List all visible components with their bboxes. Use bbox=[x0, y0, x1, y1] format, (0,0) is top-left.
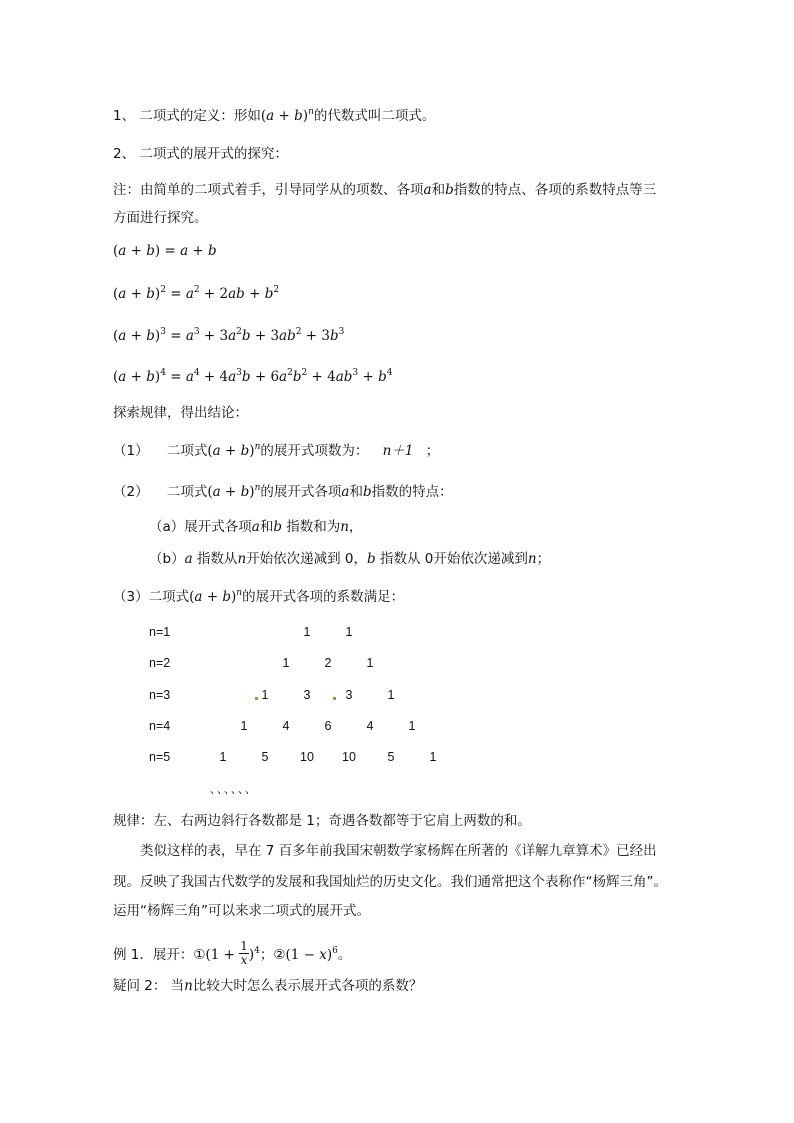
equation-n2: $(a + b)^2 = a^2 + 2ab + b^2$ bbox=[113, 285, 280, 302]
decorative-dot bbox=[333, 697, 336, 700]
var-a: a bbox=[184, 551, 193, 567]
example-text: 例 1．展开：① bbox=[113, 947, 206, 963]
triangle-coefficient: 1 bbox=[303, 625, 311, 639]
definition-prefix: 1、 二项式的定义：形如 bbox=[113, 108, 261, 124]
conclusion-text: 指数从 bbox=[196, 551, 238, 567]
conclusion-text: （b） bbox=[149, 551, 185, 567]
example-text: ；② bbox=[259, 947, 286, 963]
conclusion-text: 指数从 0开始依次递减到 bbox=[379, 551, 528, 567]
triangle-coefficient: 5 bbox=[387, 750, 395, 765]
var-n: n bbox=[340, 519, 349, 535]
conclusion-text: 开始依次递减到 0， bbox=[246, 551, 368, 567]
binomial-expr: $(a + b)^n$ bbox=[260, 107, 314, 124]
section-2-heading: 2、 二项式的展开式的探究： bbox=[113, 146, 288, 162]
triangle-coefficient: 1 bbox=[408, 718, 416, 733]
example-text: 。 bbox=[337, 947, 352, 963]
conclusion-2a bbox=[149, 517, 363, 537]
triangle-ellipsis: ､､､､､､ bbox=[210, 782, 253, 796]
fraction: $\frac{1}{x}$ bbox=[240, 939, 248, 967]
example-expr-1: (1 + $\frac{1}{x}$ )$^4$ bbox=[205, 939, 260, 967]
conclusion-text: ， bbox=[349, 519, 363, 535]
triangle-coefficient: 3 bbox=[345, 687, 353, 702]
definition-suffix: 的代数式叫二项式。 bbox=[313, 108, 436, 124]
equation-n4: $(a + b)^4 = a^4 + 4a^3b + 6a^2b^2 + 4ab^3 + b^4$ bbox=[113, 368, 393, 385]
triangle-coefficient: 1 bbox=[345, 625, 353, 639]
triangle-coefficient: 1 bbox=[282, 656, 290, 671]
equation-n3: $(a + b)^3 = a^3 + 3a^2b + 3ab^2 + 3b^3$ bbox=[113, 327, 345, 344]
conclusion-text: 和 bbox=[259, 519, 274, 535]
conclusion-text: ； bbox=[425, 443, 440, 459]
var-n: n bbox=[237, 551, 247, 567]
var-n: n bbox=[184, 978, 193, 994]
equation-n1: (a + b) = a + b bbox=[113, 243, 217, 259]
example-expr-2: $(1 - x)^6$ bbox=[285, 946, 338, 963]
decorative-dot bbox=[255, 697, 258, 700]
triangle-coefficient: 1 bbox=[261, 687, 269, 702]
triangle-coefficient: 1 bbox=[219, 750, 227, 765]
var-b: b bbox=[367, 551, 376, 567]
example-1 bbox=[113, 940, 351, 970]
var-a: a bbox=[341, 484, 350, 500]
triangle-coefficient: 10 bbox=[300, 750, 314, 765]
triangle-coefficient: 1 bbox=[429, 750, 437, 765]
triangle-row-label: n=4 bbox=[149, 718, 171, 733]
conclusion-text: 指数的特点： bbox=[371, 484, 453, 500]
conclusion-text: 的展开式各项 bbox=[260, 484, 342, 500]
var-n: n bbox=[527, 551, 537, 567]
var-b: b bbox=[445, 182, 454, 198]
conclusion-number: （2） bbox=[113, 484, 149, 500]
history-line-2: 现。反映了我国古代数学的发展和我国灿烂的历史文化。我们通常把这个表称作“杨辉三角”。 bbox=[113, 874, 667, 890]
term-count-answer: n＋1 bbox=[382, 443, 414, 459]
triangle-row-label: n=2 bbox=[149, 656, 171, 671]
conclusion-text: 的展开式项数为： bbox=[260, 443, 369, 459]
triangle-coefficient: 3 bbox=[303, 687, 311, 702]
conclusion-text: 和 bbox=[349, 484, 363, 500]
conclusion-text: 二项式 bbox=[166, 484, 208, 500]
triangle-coefficient: 1 bbox=[240, 718, 248, 733]
note-text: 指数的特点、各项的系数特点等三 bbox=[453, 182, 657, 198]
conclusion-3 bbox=[113, 587, 404, 607]
history-line-3: 运用“杨辉三角”可以来求二项式的展开式。 bbox=[113, 903, 370, 919]
var-a: a bbox=[251, 519, 260, 535]
history-line-1: 类似这样的表，早在 7 百多年前我国宋朝数学家杨辉在所著的《详解九章算术》已经出 bbox=[140, 843, 657, 859]
triangle-row-label: n=1 bbox=[149, 625, 171, 639]
triangle-coefficient: 1 bbox=[366, 656, 374, 671]
conclusion-text: 的展开式各项的系数满足： bbox=[242, 589, 405, 605]
note-line-2: 方面进行探究。 bbox=[113, 210, 208, 226]
note-text: 注：由简单的二项式着手，引导同学从的项数、各项 bbox=[113, 182, 424, 198]
triangle-row-label: n=3 bbox=[149, 687, 171, 702]
binomial-expr: $(a + b)^n$ bbox=[189, 588, 243, 605]
triangle-coefficient: 1 bbox=[387, 687, 395, 702]
question-text: 疑问 2： 当 bbox=[113, 978, 185, 994]
conclusion-text: 指数和为 bbox=[286, 519, 341, 535]
triangle-coefficient: 2 bbox=[324, 656, 332, 671]
conclusion-2 bbox=[113, 482, 453, 502]
conclusion-number: （1） bbox=[113, 443, 149, 459]
question-text: 比较大时怎么表示展开式各项的系数？ bbox=[192, 978, 423, 994]
definition-line bbox=[113, 106, 435, 126]
question-2 bbox=[113, 976, 422, 996]
note-text: 和 bbox=[431, 182, 446, 198]
conclusion-1 bbox=[113, 441, 439, 461]
var-b: b bbox=[362, 484, 372, 500]
explore-heading: 探索规律，得出结论： bbox=[113, 405, 248, 421]
binomial-expr: $(a + b)^n$ bbox=[207, 442, 261, 459]
triangle-coefficient: 4 bbox=[366, 718, 374, 733]
note-line-1 bbox=[113, 180, 656, 200]
triangle-coefficient: 6 bbox=[324, 718, 332, 733]
var-a: a bbox=[423, 182, 432, 198]
conclusion-text: 二项式 bbox=[166, 443, 208, 459]
triangle-coefficient: 5 bbox=[261, 750, 269, 765]
var-b: b bbox=[273, 519, 282, 535]
triangle-coefficient: 10 bbox=[342, 750, 356, 765]
triangle-coefficient: 4 bbox=[282, 718, 290, 733]
conclusion-text: （3）二项式 bbox=[113, 589, 190, 605]
conclusion-2b bbox=[149, 549, 550, 569]
binomial-expr: $(a + b)^n$ bbox=[207, 483, 261, 500]
rule-line: 规律：左、右两边斜行各数都是 1；奇遇各数都等于它肩上两数的和。 bbox=[113, 813, 531, 829]
conclusion-text: ； bbox=[536, 551, 551, 567]
triangle-row-label: n=5 bbox=[149, 750, 171, 765]
conclusion-text: （a）展开式各项 bbox=[149, 519, 252, 535]
